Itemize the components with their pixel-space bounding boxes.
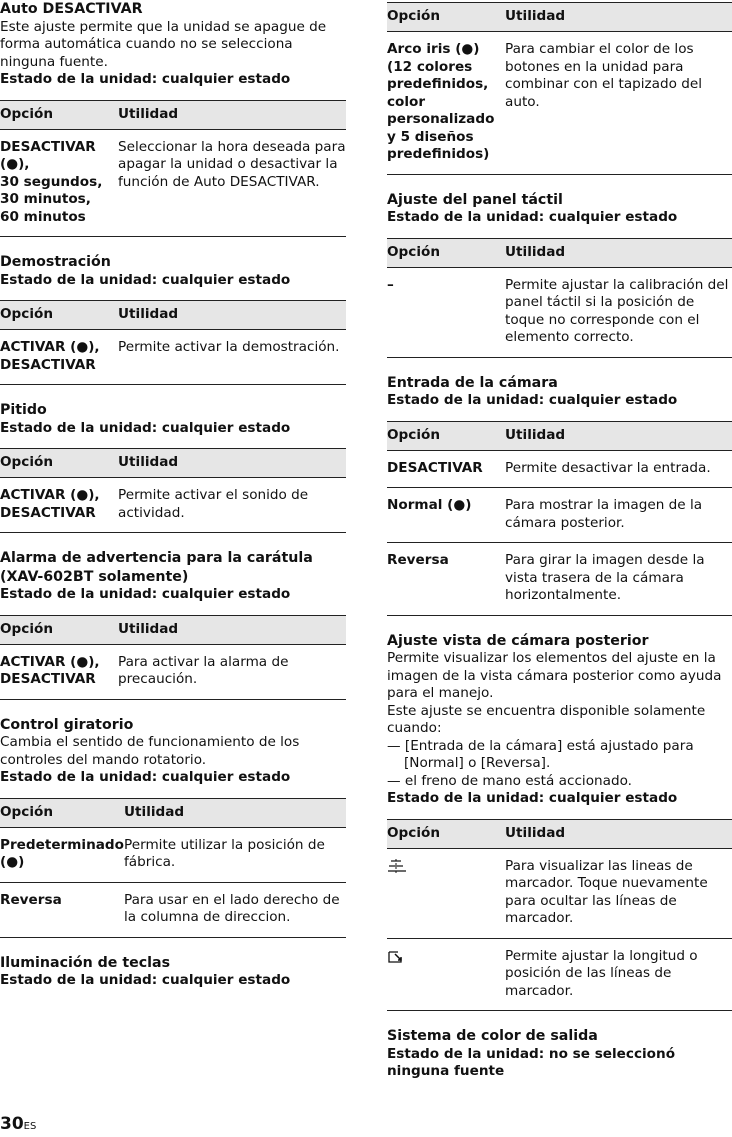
section-camera-input <box>387 374 732 616</box>
utility-cell: Para visualizar las lineas de marcador. Toque nuevamente para ocultar las líneas de marcador. <box>505 848 732 938</box>
section-title: Ajuste vista de cámara posterior <box>387 632 649 649</box>
section-title: Entrada de la cámara <box>387 374 558 391</box>
table-row <box>0 129 346 237</box>
section-beep <box>0 401 346 533</box>
option-cell: ACTIVAR (●), DESACTIVAR <box>0 644 118 699</box>
section-title: Auto DESACTIVAR <box>0 1 143 17</box>
header-option: Opción <box>0 100 118 129</box>
section-title: Pitido <box>0 402 47 418</box>
utility-cell: Para cambiar el color de los botones en la unidad para combinar con el tapizado del auto. <box>505 32 732 175</box>
utility-cell: Para activar la alarma de precaución. <box>118 644 346 699</box>
unit-state: Estado de la unidad: cualquier estado <box>0 586 291 602</box>
section-title: Sistema de color de salida <box>387 1028 598 1044</box>
header-utility: Utilidad <box>118 301 346 330</box>
utility-cell: Seleccionar la hora deseada para apagar la unidad o desactivar la función de Auto DESACTIVAR. <box>118 129 346 237</box>
page-number <box>0 1116 36 1136</box>
option-cell <box>387 938 505 1011</box>
header-option: Opción <box>387 421 505 450</box>
list-item: — el freno de mano está accionado. <box>387 772 632 789</box>
table-row <box>387 938 732 1011</box>
unit-state: Estado de la unidad: cualquier estado <box>0 769 291 785</box>
unit-state: Estado de la unidad: cualquier estado <box>387 790 678 806</box>
marker-lines-icon <box>387 858 407 876</box>
list-item: — [Entrada de la cámara] está ajustado para [Normal] o [Reversa]. <box>387 737 694 771</box>
option-cell: ACTIVAR (●), DESACTIVAR <box>0 478 118 533</box>
utility-cell: Permite ajustar la calibración del panel táctil si la posición de toque no corresponde con el elemento correcto. <box>505 267 732 357</box>
options-table <box>387 421 732 616</box>
section-title: Alarma de advertencia para la carátula (XAV-602BT solamente) <box>0 550 313 585</box>
header-option: Opción <box>0 615 118 644</box>
section-rainbow-continued <box>387 2 732 175</box>
left-column <box>0 0 346 990</box>
utility-cell: Permite desactivar la entrada. <box>505 450 732 488</box>
options-table <box>387 238 732 358</box>
section-caution-alarm <box>0 549 346 700</box>
header-option: Opción <box>0 301 118 330</box>
options-table <box>0 798 346 938</box>
utility-cell: Para mostrar la imagen de la cámara posterior. <box>505 488 732 543</box>
section-description: Este ajuste se encuentra disponible solamente cuando: <box>387 702 706 736</box>
header-utility: Utilidad <box>118 449 346 478</box>
section-key-illumination <box>0 954 346 990</box>
page-number-value: 30 <box>0 1114 24 1134</box>
header-option: Opción <box>387 238 505 267</box>
unit-state: Estado de la unidad: cualquier estado <box>387 392 678 408</box>
option-cell <box>387 848 505 938</box>
section-demo <box>0 253 346 385</box>
options-table <box>387 819 732 1012</box>
unit-state: Estado de la unidad: cualquier estado <box>387 209 678 225</box>
header-option: Opción <box>387 3 505 32</box>
section-output-color <box>387 1027 732 1081</box>
table-row <box>0 478 346 533</box>
option-cell: ACTIVAR (●), DESACTIVAR <box>0 330 118 385</box>
options-table <box>387 2 732 175</box>
section-title: Iluminación de teclas <box>0 954 171 971</box>
table-row <box>387 848 732 938</box>
table-row <box>387 267 732 357</box>
table-row <box>0 882 346 937</box>
utility-cell: Permite ajustar la longitud o posición de las líneas de marcador. <box>505 938 732 1011</box>
utility-cell: Permite activar la demostración. <box>118 330 346 385</box>
header-utility: Utilidad <box>505 819 732 848</box>
unit-state: Estado de la unidad: cualquier estado <box>0 71 291 87</box>
language-code: ES <box>23 1121 37 1132</box>
option-cell: Normal (●) <box>387 488 505 543</box>
section-rear-view <box>387 632 732 1012</box>
options-table <box>0 448 346 533</box>
edit-marker-icon <box>387 948 407 966</box>
header-utility: Utilidad <box>505 238 732 267</box>
table-row <box>387 32 732 175</box>
section-title: Demostración <box>0 254 111 270</box>
right-column <box>387 0 732 1081</box>
section-title: Ajuste del panel táctil <box>387 191 563 208</box>
option-cell: Predeterminado (●) <box>0 827 124 882</box>
header-utility: Utilidad <box>505 3 732 32</box>
header-utility: Utilidad <box>505 421 732 450</box>
unit-state: Estado de la unidad: cualquier estado <box>0 419 291 436</box>
options-table <box>0 100 346 238</box>
header-utility: Utilidad <box>118 100 346 129</box>
option-cell: Arco iris (●) (12 colores predefinidos, color personalizado y 5 diseños predefinidos) <box>387 32 505 175</box>
table-row <box>0 330 346 385</box>
header-utility: Utilidad <box>118 615 346 644</box>
unit-state: Estado de la unidad: no se seleccionó ninguna fuente <box>387 1045 676 1079</box>
option-cell: – <box>387 267 505 357</box>
header-option: Opción <box>0 449 118 478</box>
section-touch-panel <box>387 191 732 358</box>
utility-cell: Permite utilizar la posición de fábrica. <box>124 827 346 882</box>
header-utility: Utilidad <box>124 798 346 827</box>
section-description: Cambia el sentido de funcionamiento de los controles del mando rotatorio. <box>0 734 300 768</box>
table-row <box>387 543 732 616</box>
section-description: Este ajuste permite que la unidad se apague de forma automática cuando no se selecciona ninguna fuente. <box>0 18 327 70</box>
utility-cell: Para girar la imagen desde la vista trasera de la cámara horizontalmente. <box>505 543 732 616</box>
options-table <box>0 615 346 700</box>
option-cell: Reversa <box>387 543 505 616</box>
unit-state: Estado de la unidad: cualquier estado <box>0 271 291 288</box>
utility-cell: Para usar en el lado derecho de la columna de direccion. <box>124 882 346 937</box>
options-table <box>0 300 346 385</box>
option-cell: Reversa <box>0 882 124 937</box>
section-rotary-control <box>0 716 346 938</box>
section-title: Control giratorio <box>0 716 134 733</box>
section-auto-off <box>0 0 346 237</box>
header-option: Opción <box>0 798 124 827</box>
table-row <box>0 644 346 699</box>
unit-state: Estado de la unidad: cualquier estado <box>0 972 291 988</box>
header-option: Opción <box>387 819 505 848</box>
table-row <box>387 488 732 543</box>
table-row <box>387 450 732 488</box>
section-description: Permite visualizar los elementos del ajuste en la imagen de la vista cámara posterior como ayuda para el manejo. <box>387 650 722 701</box>
utility-cell: Permite activar el sonido de actividad. <box>118 478 346 533</box>
table-row <box>0 827 346 882</box>
option-cell: DESACTIVAR (●), 30 segundos, 30 minutos, 60 minutos <box>0 129 118 237</box>
option-cell: DESACTIVAR <box>387 450 505 488</box>
